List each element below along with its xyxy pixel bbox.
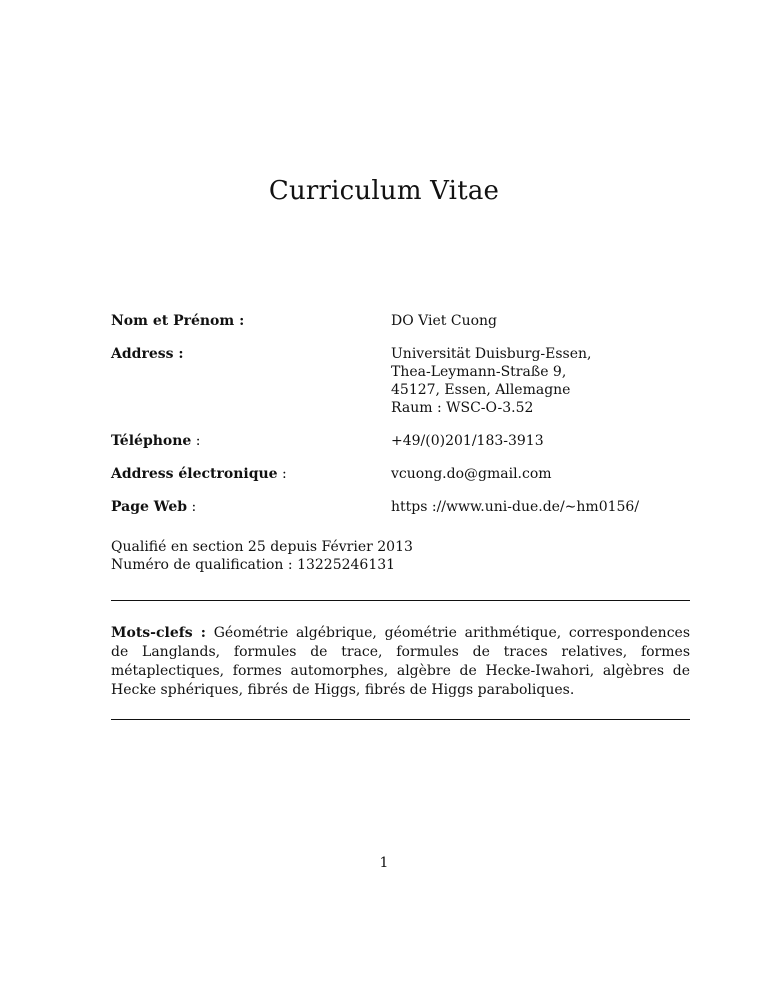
phone-label-bold: Téléphone [111, 433, 192, 449]
name-value-line: DO Viet Cuong [391, 313, 497, 329]
info-row-web [111, 498, 671, 516]
address-label-bold: Address : [111, 346, 184, 362]
email-label-bold: Address électronique [111, 466, 278, 482]
phone-value [391, 432, 671, 450]
web-value[interactable] [391, 498, 671, 516]
web-label [111, 498, 391, 516]
email-label-plain: : [277, 466, 287, 482]
email-link[interactable]: vcuong.do@gmail.com [391, 466, 552, 482]
email-value[interactable] [391, 465, 671, 483]
name-value [391, 312, 671, 330]
info-row-phone [111, 432, 671, 450]
email-label [111, 465, 391, 483]
phone-label-plain: : [191, 433, 201, 449]
info-row-email [111, 465, 671, 483]
keywords-paragraph [111, 624, 690, 700]
info-row-name [111, 312, 671, 330]
web-label-bold: Page Web [111, 499, 188, 515]
address-line: 45127, Essen, Allemagne [391, 382, 571, 398]
address-line: Raum : WSC-O-3.52 [391, 400, 534, 416]
qualification-line: Qualifié en section 25 depuis Février 2013 [111, 539, 413, 555]
web-label-plain: : [187, 499, 197, 515]
page-title: Curriculum Vitae [268, 176, 500, 206]
keywords-text: Géométrie algébrique, géométrie arithmétique, correspondences de Langlands, formules de trace, formules de traces relatives, formes métaplectiques, formes automorphes, algèbre de Hecke-Iwahori, algèbres de Hecke sphériques, fibrés de Higgs, fibrés de Higgs paraboliques. [111, 625, 691, 698]
phone-value-line: +49/(0)201/183-3913 [391, 433, 544, 449]
address-label [111, 345, 391, 417]
top-divider [111, 600, 690, 601]
qualification-block [111, 538, 413, 574]
address-line: Thea-Leymann-Straße 9, [391, 364, 567, 380]
info-table [111, 312, 671, 531]
bottom-divider [111, 719, 690, 720]
web-link[interactable]: https ://www.uni-due.de/∼hm0156/ [391, 499, 640, 515]
address-value [391, 345, 671, 417]
address-line: Universität Duisburg-Essen, [391, 346, 592, 362]
qualification-number-line: Numéro de qualification : 13225246131 [111, 557, 396, 573]
info-row-address [111, 345, 671, 417]
name-label-bold: Nom et Prénom : [111, 313, 245, 329]
page-number: 1 [379, 855, 389, 871]
phone-label [111, 432, 391, 450]
name-label [111, 312, 391, 330]
keywords-label: Mots-clefs : [111, 625, 206, 641]
